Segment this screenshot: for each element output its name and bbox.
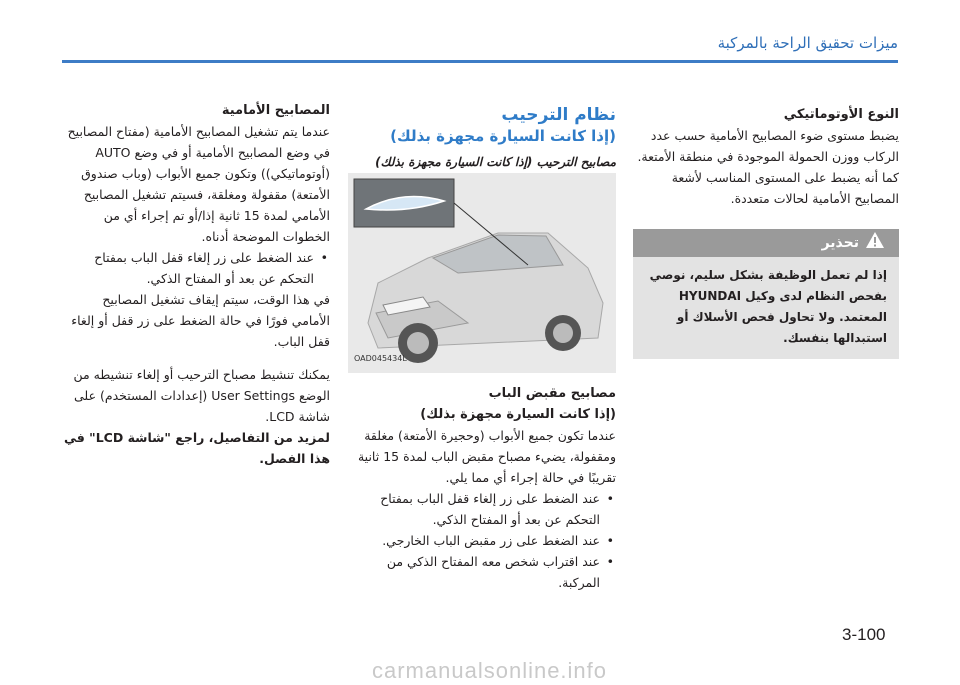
list-item: • عند اقتراب شخص معه المفتاح الذكي من المركبة. <box>348 551 600 593</box>
welcome-system-title: نظام الترحيب <box>501 105 616 125</box>
figure-caption: مصابيح الترحيب (إذا كانت السيارة مجهزة بذلك) <box>375 155 616 169</box>
left-column <box>62 100 330 469</box>
headlamps-list <box>62 247 330 289</box>
welcome-system-subtitle: (إذا كانت السيارة مجهزة بذلك) <box>390 127 616 145</box>
door-handle-intro: عندما تكون جميع الأبواب (وحجيرة الأمتعة) مغلقة ومقفولة، يضيء مصباح مقبض الباب لمدة 15 ثانية تقريبًا في حالة إجراء أي مما يلي. <box>357 428 616 485</box>
figure-code: OAD045434L <box>354 354 407 363</box>
warning-header <box>633 229 899 257</box>
car-figure <box>348 173 616 373</box>
chapter-title: ميزات تحقيق الراحة بالمركبة <box>717 34 898 52</box>
right-column <box>633 104 899 359</box>
car-illustration <box>348 173 616 373</box>
warning-body: إذا لم تعمل الوظيفة بشكل سليم، نوصي بفحص النظام لدى وكيل HYUNDAI المعتمد. ولا تحاول فحص الأسلاك أو استبدالها بنفسك. <box>649 268 887 345</box>
headlamps-intro: عندما يتم تشغيل المصابيح الأمامية (مفتاح المصابيح في وضع المصابيح الأمامية أو في وضع AUTO (أوتوماتيكي)) وتكون جميع الأبواب (وباب صندوق الأمتعة) مقفولة ومغلقة، فسيتم تشغيل المصابيح الأمامي لمدة 15 ثانية إذا/أو تم إجراء أي من الخطوات الموضحة أدناه. <box>67 124 330 244</box>
header-divider <box>62 60 898 63</box>
door-handle-subheading: (إذا كانت السيارة مجهزة بذلك) <box>420 407 616 422</box>
list-item: • عند الضغط على زر مقبض الباب الخارجي. <box>348 530 600 551</box>
auto-type-body: يضبط مستوى ضوء المصابيح الأمامية حسب عدد الركاب ووزن الحمولة الموجودة في منطقة الأمتعة. كما أنه يضبط على المستوى المناسب لأشعة المصابيح الأمامية لحالات متعددة. <box>637 128 899 206</box>
door-handle-heading: مصابيح مقبض الباب <box>488 386 616 401</box>
auto-type-heading: النوع الأوتوماتيكي <box>783 107 899 122</box>
warning-triangle-icon <box>865 231 885 256</box>
list-item: • عند الضغط على زر إلغاء قفل الباب بمفتاح التحكم عن بعد أو المفتاح الذكي. <box>62 247 314 289</box>
reference-note: لمزيد من التفاصيل، راجع "شاشة LCD" في هذا الفصل. <box>64 430 330 466</box>
watermark: carmanualsonline.info <box>372 658 608 683</box>
headlamps-heading: المصابيح الأمامية <box>221 103 330 118</box>
warning-label: تحذير <box>821 234 859 251</box>
middle-column <box>348 104 616 593</box>
door-handle-list <box>348 488 616 593</box>
headlamps-continuation: في هذا الوقت، سيتم إيقاف تشغيل المصابيح الأمامي فورًا في حالة الضغط على زر قفل أو إلغاء قفل الباب. <box>71 292 330 349</box>
list-item: • عند الضغط على زر إلغاء قفل الباب بمفتاح التحكم عن بعد أو المفتاح الذكي. <box>348 488 600 530</box>
settings-paragraph: يمكنك تنشيط مصباح الترحيب أو إلغاء تنشيطه من الوضع User Settings (إعدادات المستخدم) على شاشة LCD. <box>73 367 330 424</box>
page-number: 3-100 <box>842 625 886 644</box>
warning-box <box>633 229 899 359</box>
